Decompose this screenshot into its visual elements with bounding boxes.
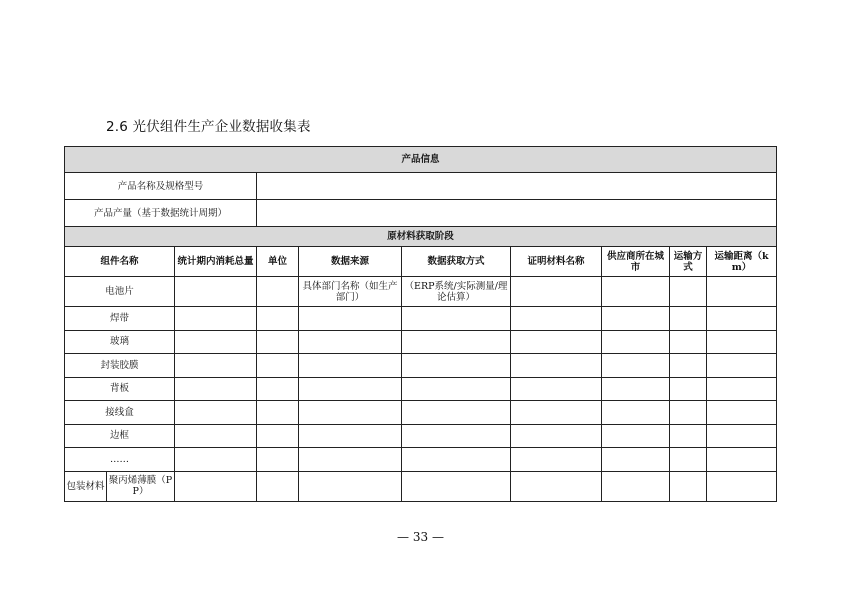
cell-input[interactable]: [402, 424, 511, 448]
cell-input[interactable]: [257, 448, 299, 472]
cell-input[interactable]: [670, 330, 707, 354]
cell-input[interactable]: [602, 471, 670, 501]
cell-input[interactable]: [175, 330, 257, 354]
cell-input[interactable]: [299, 377, 402, 401]
cell-input[interactable]: [175, 307, 257, 331]
cell-input[interactable]: [670, 377, 707, 401]
cell-input[interactable]: [670, 424, 707, 448]
product-name-label: 产品名称及规格型号: [65, 173, 257, 200]
table-row: [65, 307, 777, 331]
table-row: [65, 354, 777, 378]
cell-input[interactable]: [299, 424, 402, 448]
cell-input[interactable]: [175, 277, 257, 307]
cell-input[interactable]: [707, 354, 777, 378]
cell-input[interactable]: [602, 354, 670, 378]
product-output-value[interactable]: [257, 200, 777, 227]
cell-input[interactable]: [402, 307, 511, 331]
cell-input[interactable]: [299, 448, 402, 472]
cell-input[interactable]: [511, 401, 602, 425]
cell-input[interactable]: [707, 471, 777, 501]
col-total-consumption: 统计期内消耗总量: [175, 247, 257, 277]
data-source-hint: 具体部门名称（如生产部门）: [299, 277, 402, 307]
table-row: [65, 277, 777, 307]
cell-input[interactable]: [670, 471, 707, 501]
packaging-label: 包装材料: [65, 471, 107, 501]
cell-input[interactable]: [670, 307, 707, 331]
cell-input[interactable]: [299, 401, 402, 425]
cell-input[interactable]: [602, 401, 670, 425]
cell-input[interactable]: [602, 377, 670, 401]
col-proof-material: 证明材料名称: [511, 247, 602, 277]
cell-input[interactable]: [511, 307, 602, 331]
col-unit: 单位: [257, 247, 299, 277]
cell-input[interactable]: [299, 471, 402, 501]
method-hint: （ERP系统/实际测量/理论估算）: [402, 277, 511, 307]
component-name: 电池片: [65, 277, 175, 307]
cell-input[interactable]: [511, 448, 602, 472]
cell-input[interactable]: [707, 277, 777, 307]
cell-input[interactable]: [511, 377, 602, 401]
component-name: 背板: [65, 377, 175, 401]
cell-input[interactable]: [257, 377, 299, 401]
component-name: 接线盒: [65, 401, 175, 425]
component-name: 焊带: [65, 307, 175, 331]
cell-input[interactable]: [175, 354, 257, 378]
component-name: 边框: [65, 424, 175, 448]
cell-input[interactable]: [670, 448, 707, 472]
cell-input[interactable]: [257, 471, 299, 501]
cell-input[interactable]: [511, 424, 602, 448]
cell-input[interactable]: [511, 354, 602, 378]
cell-input[interactable]: [257, 330, 299, 354]
product-name-value[interactable]: [257, 173, 777, 200]
cell-input[interactable]: [602, 330, 670, 354]
component-name: ……: [65, 448, 175, 472]
cell-input[interactable]: [707, 424, 777, 448]
cell-input[interactable]: [707, 401, 777, 425]
cell-input[interactable]: [175, 424, 257, 448]
cell-input[interactable]: [402, 330, 511, 354]
cell-input[interactable]: [299, 330, 402, 354]
cell-input[interactable]: [511, 330, 602, 354]
table-row: [65, 330, 777, 354]
cell-input[interactable]: [670, 401, 707, 425]
cell-input[interactable]: [175, 448, 257, 472]
cell-input[interactable]: [707, 330, 777, 354]
cell-input[interactable]: [707, 448, 777, 472]
col-method: 数据获取方式: [402, 247, 511, 277]
cell-input[interactable]: [707, 307, 777, 331]
col-transport-mode: 运输方式: [670, 247, 707, 277]
col-supplier-city: 供应商所在城市: [602, 247, 670, 277]
cell-input[interactable]: [602, 424, 670, 448]
cell-input[interactable]: [175, 377, 257, 401]
cell-input[interactable]: [602, 307, 670, 331]
table-row: [65, 471, 777, 501]
page-number: — 33 —: [397, 530, 444, 544]
cell-input[interactable]: [602, 448, 670, 472]
col-data-source: 数据来源: [299, 247, 402, 277]
cell-input[interactable]: [175, 471, 257, 501]
section-title: 2.6 光伏组件生产企业数据收集表: [106, 119, 311, 135]
cell-input[interactable]: [299, 354, 402, 378]
table-row: [65, 424, 777, 448]
cell-input[interactable]: [670, 354, 707, 378]
cell-input[interactable]: [402, 354, 511, 378]
table-row: [65, 377, 777, 401]
cell-input[interactable]: [257, 401, 299, 425]
table-row: [65, 448, 777, 472]
cell-input[interactable]: [670, 277, 707, 307]
cell-input[interactable]: [257, 307, 299, 331]
component-name: 封装胶膜: [65, 354, 175, 378]
cell-input[interactable]: [175, 401, 257, 425]
packaging-item: 聚丙烯薄膜（PP）: [107, 471, 175, 501]
data-collection-table: [64, 146, 777, 502]
component-name: 玻璃: [65, 330, 175, 354]
cell-input[interactable]: [602, 277, 670, 307]
cell-input[interactable]: [707, 377, 777, 401]
cell-input[interactable]: [257, 277, 299, 307]
product-output-label: 产品产量（基于数据统计周期）: [65, 200, 257, 227]
cell-input[interactable]: [511, 277, 602, 307]
cell-input[interactable]: [299, 307, 402, 331]
table-row: [65, 401, 777, 425]
cell-input[interactable]: [402, 377, 511, 401]
cell-input[interactable]: [511, 471, 602, 501]
cell-input[interactable]: [402, 471, 511, 501]
cell-input[interactable]: [257, 424, 299, 448]
cell-input[interactable]: [402, 401, 511, 425]
raw-material-header: 原材料获取阶段: [65, 227, 777, 247]
product-info-header: 产品信息: [65, 147, 777, 173]
col-component-name: 组件名称: [65, 247, 175, 277]
col-transport-distance: 运输距离（km）: [707, 247, 777, 277]
column-header-row: [65, 247, 777, 277]
cell-input[interactable]: [402, 448, 511, 472]
cell-input[interactable]: [257, 354, 299, 378]
